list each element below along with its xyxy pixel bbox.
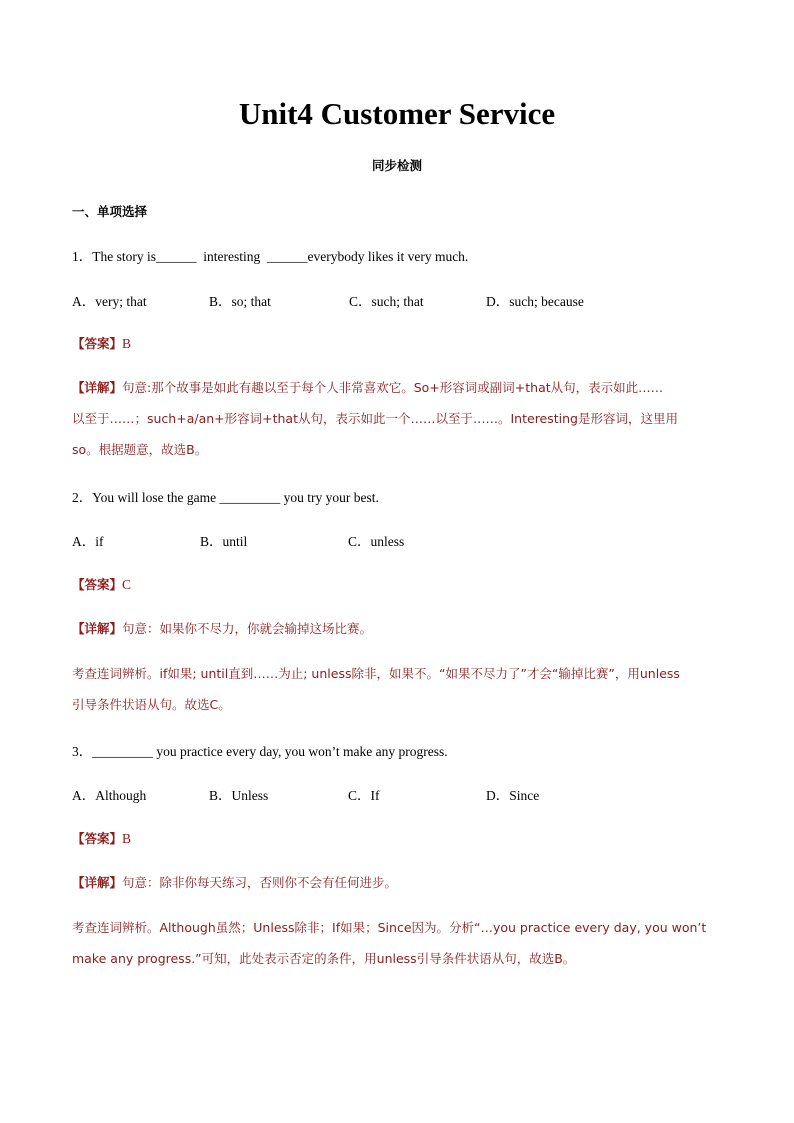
question-1-option-b: B．so; that — [209, 294, 271, 309]
question-2-option-c: C．unless — [348, 534, 405, 549]
question-1-option-c: C．such; that — [349, 294, 424, 309]
note-line: 引导条件状语从句。故选C。 — [72, 697, 231, 712]
detail-line: 句意：如果你不尽力，你就会输掉这场比赛。 — [122, 621, 373, 636]
question-3-note — [72, 912, 724, 974]
section-heading: 一、单项选择 — [72, 204, 148, 219]
answer-value: B — [122, 831, 132, 846]
answer-label: 【答案】 — [72, 336, 123, 351]
question-3-stem: 3．_________ you practice every day, you won’t make any progress. — [72, 744, 448, 759]
detail-line: 句意：除非你每天练习，否则你不会有任何进步。 — [122, 875, 398, 890]
question-3-answer — [72, 829, 724, 847]
answer-label: 【答案】 — [72, 831, 123, 846]
detail-label: 【详解】 — [72, 380, 123, 395]
detail-line: 以至于……；such+a/an+形容词+that从句，表示如此一个……以至于……。Interesting是形容词，这里用 — [72, 411, 678, 426]
question-1-answer — [72, 334, 724, 352]
question-2-detail — [72, 613, 724, 644]
answer-value: C — [122, 577, 132, 592]
question-2-stem: 2．You will lose the game _________ you try your best. — [72, 490, 379, 505]
question-1-option-d: D．such; because — [486, 294, 584, 309]
question-1-options — [72, 290, 724, 310]
question-2-note — [72, 658, 724, 720]
page-title: Unit4 Customer Service — [238, 96, 556, 131]
detail-line: so。根据题意，故选B。 — [72, 442, 208, 457]
note-line: make any progress.”可知，此处表示否定的条件，用unless引导条件状语从句，故选B。 — [72, 951, 576, 966]
note-line: 考查连词辨析。Although虽然；Unless除非；If如果；Since因为。分析“…you practice every day, you won’t — [72, 920, 707, 935]
detail-label: 【详解】 — [72, 621, 123, 636]
question-2-option-b: B．until — [200, 534, 248, 549]
detail-label: 【详解】 — [72, 875, 123, 890]
question-2-option-a: A．if — [72, 534, 104, 549]
question-3-option-a: A．Although — [72, 788, 147, 803]
question-2-answer — [72, 575, 724, 593]
detail-line: 句意:那个故事是如此有趣以至于每个人非常喜欢它。So+形容词或副词+that从句，表示如此…… — [122, 380, 664, 395]
answer-value: B — [122, 336, 132, 351]
question-3-options — [72, 784, 724, 804]
question-1-option-a: A．very; that — [72, 294, 147, 309]
question-3-option-d: D．Since — [486, 788, 540, 803]
question-2-options — [72, 530, 724, 550]
question-3-option-b: B．Unless — [209, 788, 269, 803]
question-3-detail — [72, 867, 724, 898]
answer-label: 【答案】 — [72, 577, 123, 592]
question-1-detail — [72, 372, 724, 465]
page-subtitle: 同步检测 — [371, 158, 422, 173]
question-3-option-c: C．If — [348, 788, 380, 803]
question-1-stem: 1．The story is______ interesting ______everybody likes it very much. — [72, 249, 469, 264]
note-line: 考查连词辨析。if如果; until直到……为止; unless除非，如果不。“如果不尽力了”才会“输掉比赛”，用unless — [72, 666, 680, 681]
